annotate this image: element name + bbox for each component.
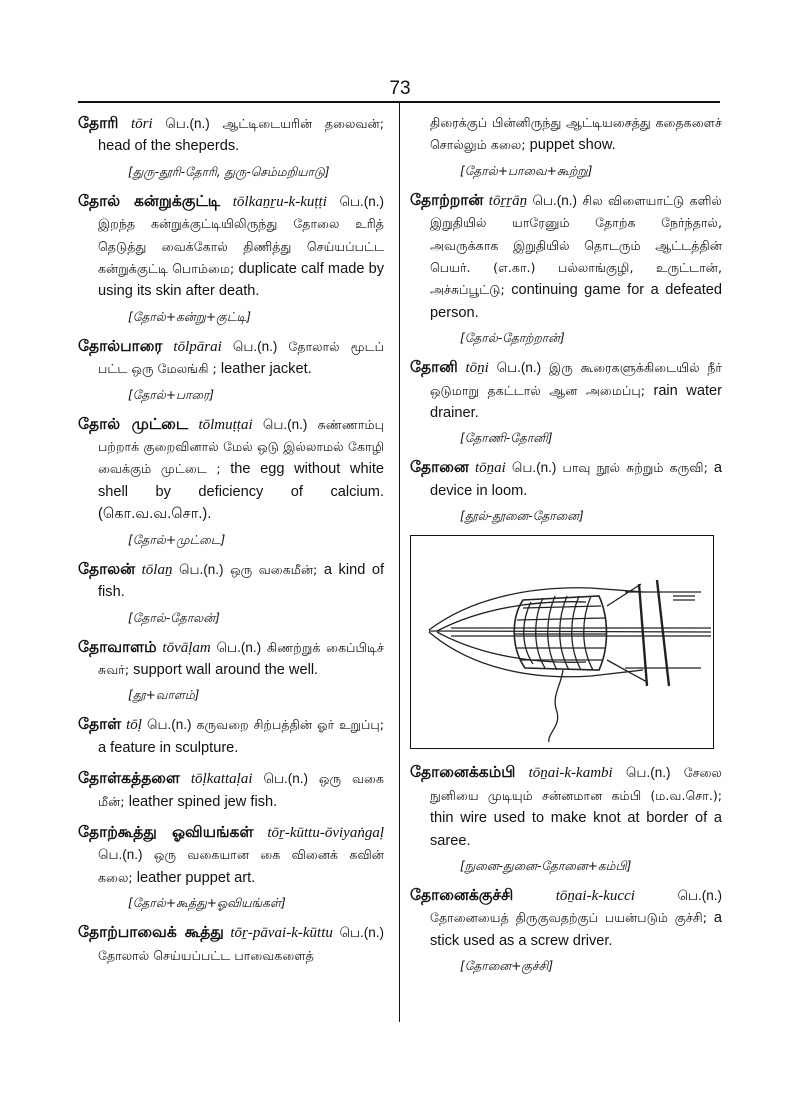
- etymology: [தோனை+குச்சி]: [460, 959, 554, 974]
- english-definition: thin wire used to make knot at border of a saree.: [430, 810, 722, 849]
- etymology: [துரு-தூரி-தோரி, துரு-செம்மறியாடு]: [128, 164, 330, 179]
- part-of-speech: பெ.(n.): [98, 847, 143, 863]
- headword: தோவாளம்: [78, 637, 157, 656]
- tamil-definition: ஆட்டிடையரின் தலைவன்;: [222, 116, 384, 131]
- english-definition: leather puppet art.: [136, 869, 256, 886]
- transliteration: tōṟṟāṉ: [488, 192, 528, 209]
- english-definition: head of the sheperds.: [98, 138, 240, 155]
- transliteration: tōḷ: [126, 717, 142, 734]
- entry-toni: [410, 356, 722, 447]
- etymology: [தோல்+கன்று+குட்டி]: [128, 309, 251, 324]
- etymology: [தோல்-தோற்றான்]: [460, 331, 565, 346]
- english-definition: support wall around the well.: [133, 661, 319, 678]
- etymology: [தூல்-தூனை-தோனை]: [460, 509, 584, 524]
- column-divider: [399, 102, 400, 1022]
- transliteration: tōvāḷam: [162, 639, 211, 656]
- headword: தோரி: [78, 114, 119, 132]
- tamil-definition: ஒரு வகைமீன்;: [230, 561, 318, 577]
- etymology: [தோணி-தோனி]: [460, 431, 553, 446]
- transliteration: tōḷkattaḷai: [190, 771, 253, 788]
- english-definition: a device in loom.: [430, 460, 723, 499]
- part-of-speech: பெ.(n.): [339, 193, 385, 209]
- entry-tonaikkambi: [410, 761, 722, 875]
- transliteration: tōṉai-k-kucci: [555, 887, 635, 904]
- entry-continuation: [410, 112, 722, 180]
- headword: தோலன்: [78, 559, 136, 578]
- entry-tolkattalai: [78, 767, 384, 813]
- english-definition: continuing game for a defeated person.: [430, 282, 723, 321]
- english-definition: duplicate calf made by using its skin after death.: [98, 261, 385, 300]
- part-of-speech: பெ.(n.): [262, 416, 308, 432]
- headword: தோல்பாரை: [78, 336, 163, 355]
- loom-device-illustration: [410, 535, 714, 749]
- english-definition: leather spined jew fish.: [128, 793, 278, 810]
- tamil-definition: இரு கூரைகளுக்கிடையில் நீர் ஒடுமாறு தகட்டால் ஆன அமைப்பு;: [430, 360, 722, 398]
- part-of-speech: பெ.(n.): [496, 360, 542, 376]
- etymology: [தோல்+முட்டை]: [128, 532, 226, 547]
- loom-drawing: [411, 536, 712, 747]
- tamil-definition: இறந்த கன்றுக்குட்டியிலிருந்து தோலை உரித் தெடுத்து வைக்கோல் திணித்து செய்யப்பட்ட கன்றுக்குட்டி பொம்மை;: [98, 216, 384, 277]
- tamil-definition: சேலை நுனியை முடியும் சன்னமான கம்பி (ம.வ.சொ.);: [430, 765, 722, 803]
- english-definition: puppet show.: [529, 137, 616, 154]
- right-column: [410, 112, 722, 984]
- tamil-definition: சுண்ணாம்பு பற்றாக் குறைவினால் மேல் ஒடு இல்லாமல் கோழி வைக்கும் முட்டை ;: [98, 416, 384, 477]
- etymology: [தோல்-தோலன்]: [128, 610, 220, 625]
- entry-torran: [410, 189, 722, 347]
- tamil-definition: சில விளையாட்டு களில் இறுதியில் யாரேனும் தோற்க நேர்ந்தால், அவருக்காக இறுதியில் தொடரும் ஆட்டத்தின் பெயர். (எ.கா.) பல்லாங்குழி, உருட்டான், அச்சுப்பூட்டு;: [430, 192, 723, 298]
- part-of-speech: பெ.(n.): [232, 338, 278, 354]
- headword: தோள்கத்தளை: [78, 769, 180, 788]
- headword: தோற்கூத்து ஓவியங்கள்: [78, 822, 254, 841]
- transliteration: tōlkaṉṟu-k-kuṭṭi: [232, 193, 327, 210]
- transliteration: tōṉi: [465, 360, 489, 377]
- english-definition: a feature in sculpture.: [98, 739, 239, 756]
- tamil-definition: கிணற்றுக் கைப்பிடிச் சுவர்;: [98, 639, 384, 677]
- transliteration: tōṉai: [474, 460, 506, 477]
- tamil-definition: தோலால் மூடப் பட்ட ஒரு மேலங்கி ;: [98, 338, 384, 377]
- tamil-definition: ஒரு வகையான கை வினைக் கவின் கலை;: [98, 847, 384, 885]
- part-of-speech: பெ.(n.): [146, 717, 192, 733]
- etymology: [தோல்+பாவை+கூற்று]: [460, 163, 593, 178]
- part-of-speech: பெ.(n.): [677, 887, 722, 903]
- english-definition: a kind of fish.: [98, 561, 384, 601]
- headword: தோனை: [410, 458, 469, 477]
- entry-tolkanrukkutti: [78, 190, 384, 326]
- english-definition: the egg without white shell by deficiency of calcium. (கொ.வ.வ.சொ.).: [98, 461, 384, 523]
- transliteration: tōlmuṭṭai: [198, 416, 253, 433]
- tamil-definition: ஒரு வகை மீன்;: [98, 771, 384, 809]
- part-of-speech: பெ.(n.): [532, 192, 578, 208]
- entry-tonaikkucci: [410, 884, 722, 975]
- entry-tolparai: [78, 335, 384, 404]
- part-of-speech: பெ.(n.): [216, 639, 262, 655]
- english-definition: rain water drainer.: [430, 382, 722, 422]
- page-number: 73: [389, 78, 411, 99]
- entry-tori: [78, 112, 384, 181]
- headword: தோள்: [78, 715, 122, 734]
- transliteration: tōri: [130, 116, 153, 132]
- left-column: [78, 112, 384, 967]
- english-definition: leather jacket.: [220, 361, 312, 378]
- transliteration: tōlaṉ: [141, 561, 173, 578]
- part-of-speech: பெ.(n.): [511, 460, 557, 476]
- etymology: [நுனை-துனை-தோனை+கம்பி]: [460, 858, 632, 873]
- tamil-definition: கருவறை சிற்பத்தின் ஓர் உறுப்பு;: [196, 717, 385, 733]
- tamil-definition: திரைக்குப் பின்னிருந்து ஆட்டியசைத்து கதைகளைச் சொல்லும் கலை;: [430, 115, 722, 153]
- headword: தோனைக்கம்பி: [410, 763, 516, 782]
- tamil-definition: பாவு நூல் சுற்றும் கருவி;: [562, 460, 708, 476]
- headword: தோல் முட்டை: [78, 414, 189, 433]
- entry-torpavaikkuttu: [78, 921, 384, 967]
- etymology: [தூ+வாளம்]: [128, 688, 200, 703]
- part-of-speech: பெ.(n.): [178, 561, 224, 577]
- entry-tolan: [78, 558, 384, 627]
- headword: தோல் கன்றுக்குட்டி: [78, 191, 221, 210]
- entry-tonai: [410, 456, 722, 525]
- entry-tol-shoulder: [78, 713, 384, 759]
- headword: தோனைக்குச்சி: [410, 885, 514, 904]
- etymology: [தோல்+பாரை]: [128, 387, 215, 402]
- part-of-speech: பெ.(n.): [263, 771, 308, 787]
- transliteration: tōṟ-pāvai-k-kūttu: [230, 925, 333, 942]
- tamil-definition: தோலால் செய்யப்பட்ட பாவைகளைத்: [98, 947, 314, 963]
- part-of-speech: பெ.(n.): [165, 116, 210, 131]
- transliteration: tōlpārai: [173, 338, 222, 355]
- english-definition: a stick used as a screw driver.: [430, 910, 722, 949]
- part-of-speech: பெ.(n.): [339, 925, 384, 941]
- headword: தோற்றான்: [410, 190, 484, 209]
- transliteration: tōṟ-kūttu-ōviyaṅgaḷ: [267, 824, 384, 841]
- transliteration: tōṉai-k-kambi: [528, 765, 613, 782]
- entry-tolmuttai: [78, 413, 384, 549]
- part-of-speech: பெ.(n.): [625, 765, 671, 781]
- tamil-definition: தோனையைத் திருகுவதற்குப் பயன்படும் குச்சி;: [430, 910, 707, 926]
- etymology: [தோல்+கூத்து+ஓவியங்கள்]: [128, 896, 286, 911]
- headword: தோற்பாவைக் கூத்து: [78, 923, 224, 942]
- headword: தோனி: [410, 358, 458, 377]
- entry-torkuttu-oviyangal: [78, 821, 384, 912]
- entry-tovalam: [78, 636, 384, 705]
